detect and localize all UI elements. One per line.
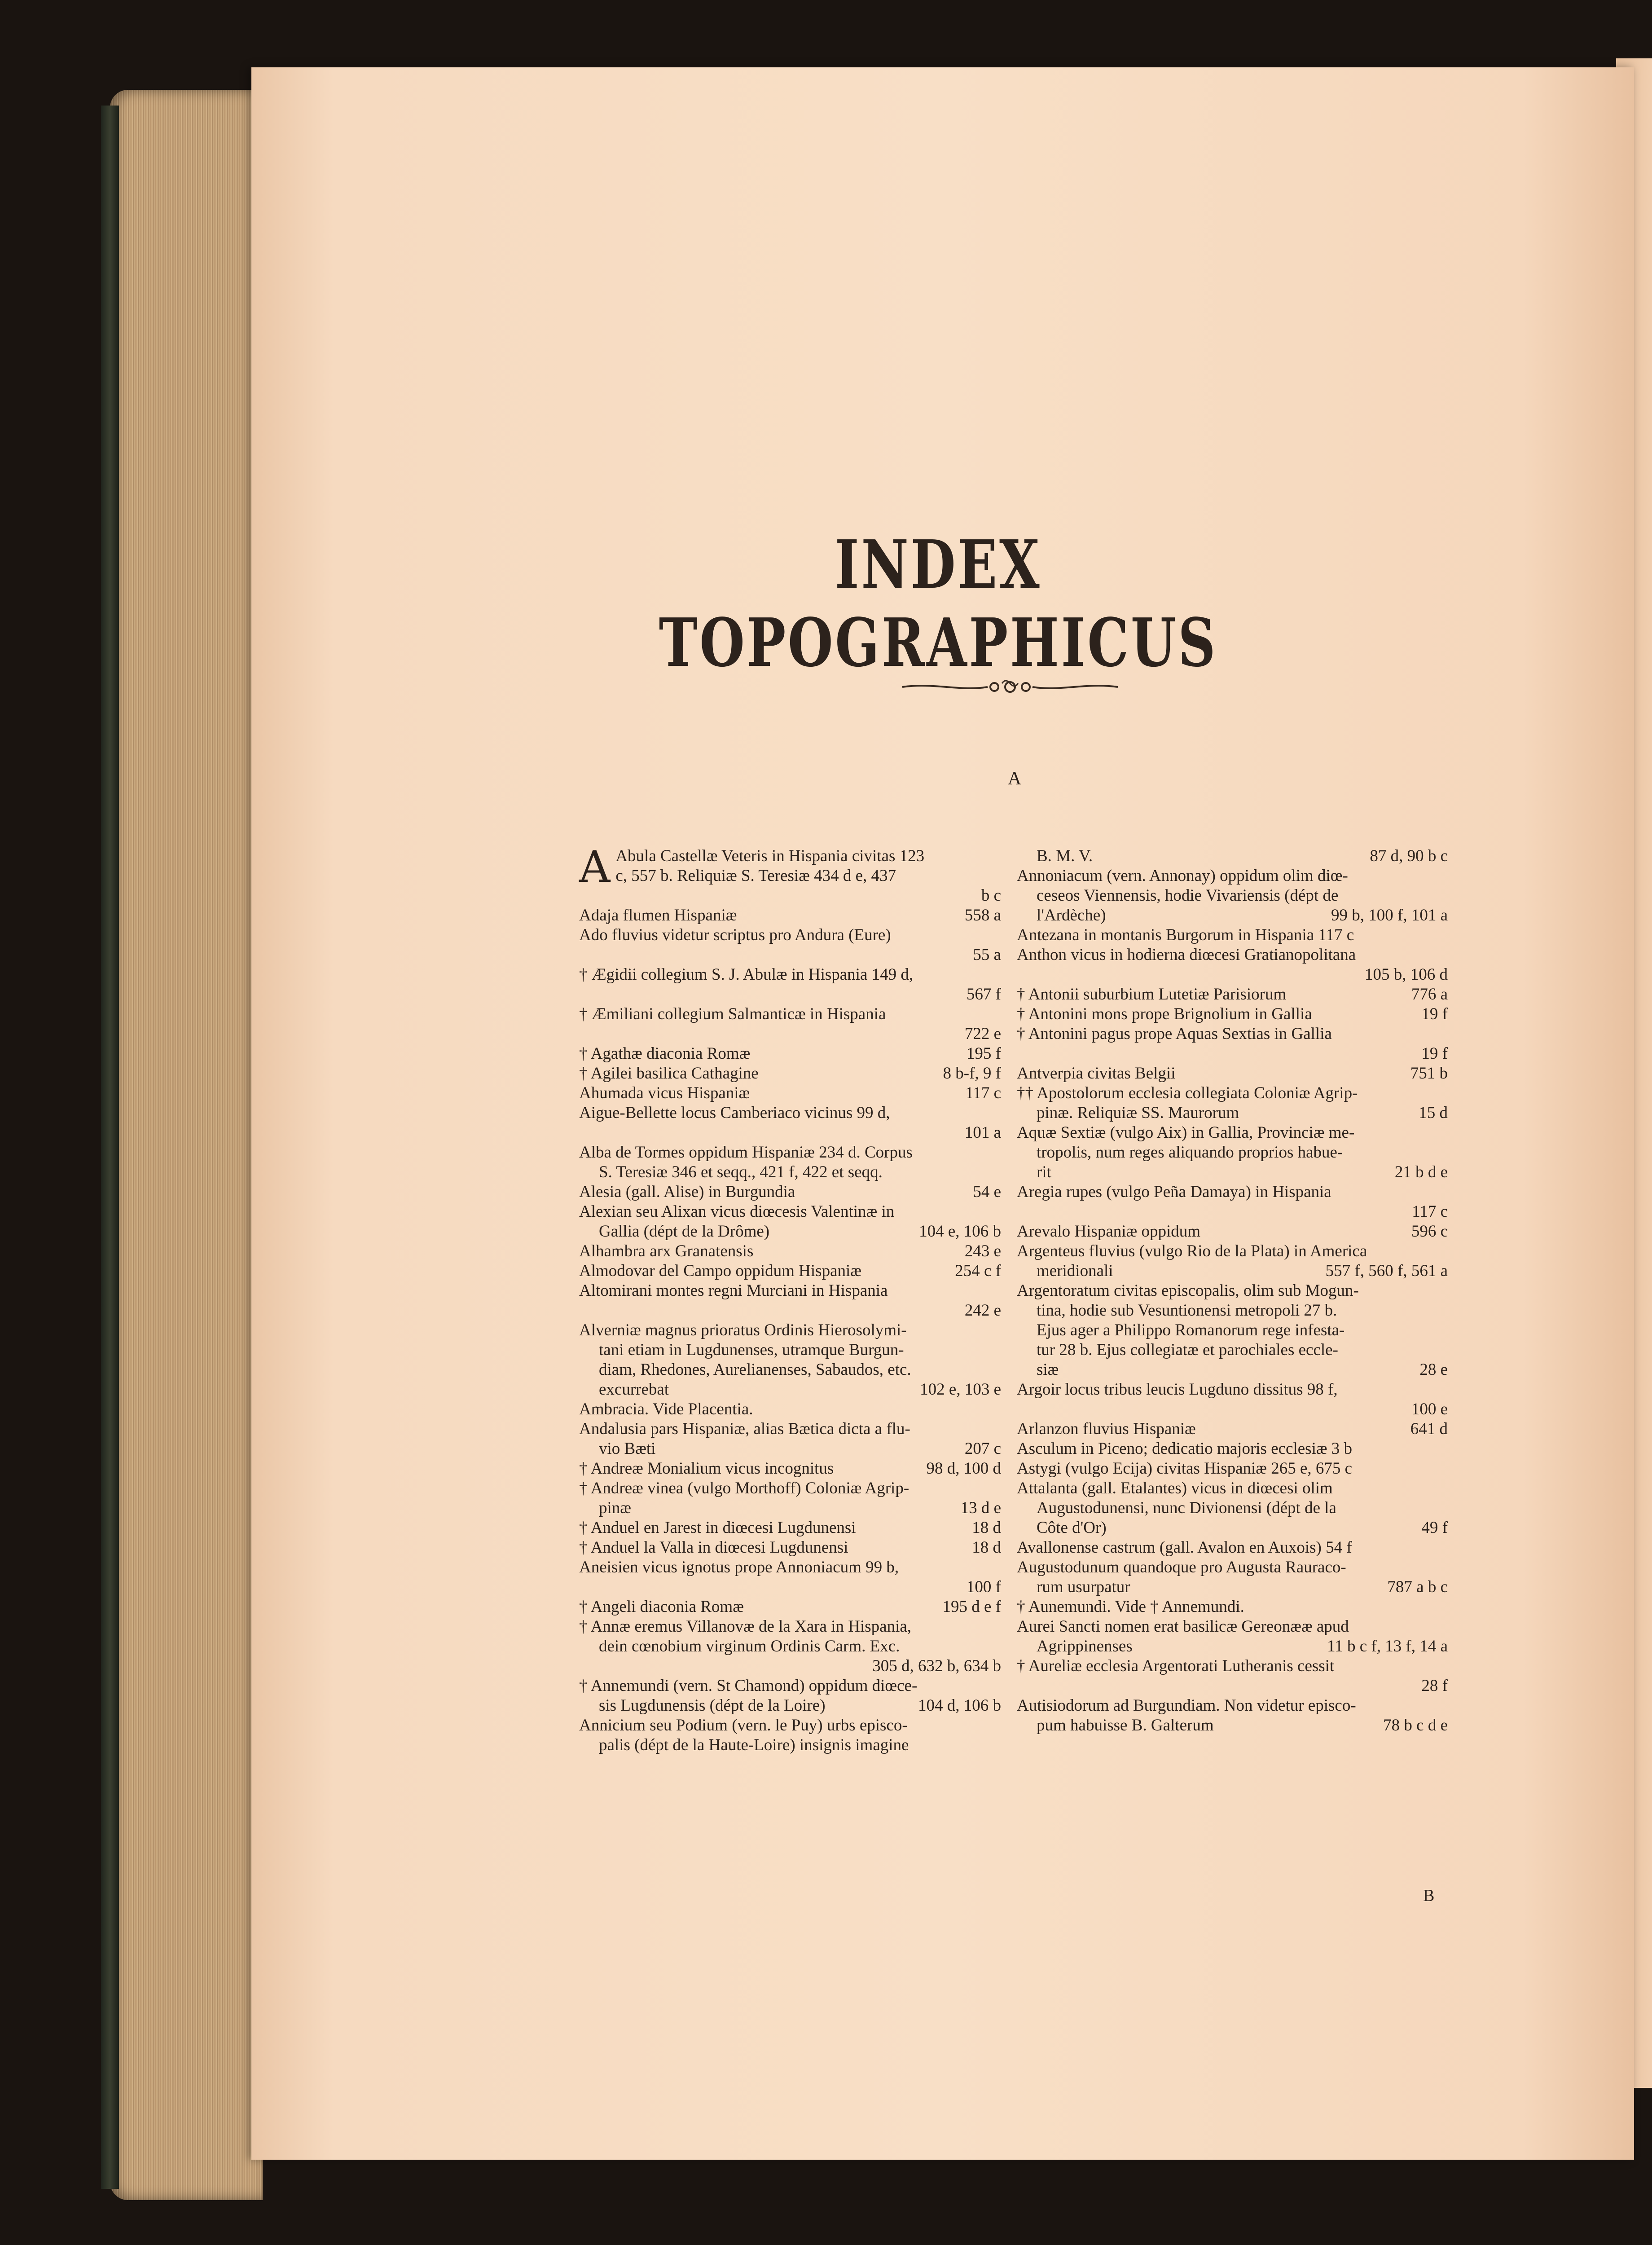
index-entry-text: Aigue-Bellette locus Camberiaco vicinus 99 d, (579, 1104, 890, 1122)
index-line (1017, 1143, 1448, 1162)
index-entry-reference: 19 f (1421, 1044, 1448, 1063)
index-line (579, 1498, 1001, 1518)
index-entry-text: Aurei Sancti nomen erat basilicæ Gereonææ apud (1017, 1617, 1349, 1636)
index-entry-text: Argentoratum civitas episcopalis, olim sub Mogun- (1017, 1281, 1359, 1300)
index-entry-reference: 104 d, 106 b (918, 1696, 1001, 1715)
index-line (1017, 1103, 1448, 1123)
index-entry-text: pinæ. Reliquiæ SS. Maurorum (1037, 1104, 1239, 1122)
index-entry-text: Altomirani montes regni Murciani in Hispania (579, 1281, 888, 1300)
index-entry-reference: 49 f (1421, 1519, 1448, 1537)
index-line (579, 1340, 1001, 1360)
index-entry-text: † Antonini mons prope Brignolium in Gallia (1017, 1005, 1312, 1023)
index-entry-text: † Aureliæ ecclesia Argentorati Lutheranis cessit (1017, 1657, 1335, 1675)
index-entry-reference: 557 f, 560 f, 561 a (1325, 1262, 1448, 1280)
index-entry-text: Annicium seu Podium (vern. le Puy) urbs episco- (579, 1716, 908, 1734)
index-entry-text: † Annæ eremus Villanovæ de la Xara in Hispania, (579, 1617, 912, 1636)
index-entry-reference: 100 e (1411, 1400, 1448, 1418)
index-line (579, 1083, 1001, 1103)
index-entry-text: Asculum in Piceno; dedicatio majoris ecclesiæ 3 b (1017, 1439, 1353, 1458)
index-entry-text: † Andreæ Monialium vicus incognitus (579, 1459, 834, 1478)
index-entry-text: meridionali (1037, 1262, 1113, 1280)
index-line (1017, 1577, 1448, 1597)
index-entry-text: Agrippinenses (1037, 1637, 1133, 1655)
index-entry-text: diam, Rhedones, Aurelianenses, Sabaudos, etc. (599, 1360, 911, 1379)
index-entry-reference: 117 c (1412, 1202, 1448, 1221)
index-line (1017, 1340, 1448, 1360)
index-entry-text: †† Apostolorum ecclesia collegiata Coloniæ Agrip- (1017, 1084, 1358, 1102)
index-line (579, 1558, 1001, 1577)
index-line (1017, 1004, 1448, 1024)
index-entry-reference: 21 b d e (1394, 1163, 1448, 1181)
index-line (579, 1716, 1001, 1735)
index-line (579, 1143, 1001, 1162)
index-line (1017, 1597, 1448, 1617)
index-line (1017, 846, 1448, 866)
index-entry-reference: 104 e, 106 b (919, 1222, 1001, 1241)
catchword: B (1423, 1886, 1435, 1905)
index-entry-reference: 100 f (966, 1578, 1001, 1596)
index-entry-text: Alverniæ magnus prioratus Ordinis Hierosolymi- (579, 1321, 907, 1339)
index-line (579, 1735, 1001, 1755)
index-line (1017, 1222, 1448, 1241)
dropcap: A (579, 842, 611, 892)
index-line (1017, 925, 1448, 945)
index-entry-reference: 751 b (1410, 1064, 1448, 1083)
index-entry-text: ceseos Viennensis, hodie Vivariensis (dépt de (1037, 886, 1339, 905)
index-entry-text: Aneisien vicus ignotus prope Annoniacum 99 b, (579, 1558, 899, 1576)
index-entry-reference: 8 b-f, 9 f (943, 1064, 1001, 1083)
index-line (579, 1123, 1001, 1143)
index-line (579, 1202, 1001, 1222)
index-line (1017, 1716, 1448, 1735)
index-line (579, 1637, 1001, 1656)
index-column-right (1017, 846, 1448, 1735)
index-entry-text: l'Ardèche) (1037, 906, 1106, 924)
index-entry-text: tur 28 b. Ejus collegiatæ et parochiales eccle- (1037, 1341, 1338, 1359)
index-entry-reference: 243 e (964, 1242, 1001, 1260)
index-entry-reference: 102 e, 103 e (920, 1380, 1001, 1399)
book-spine (101, 106, 119, 2189)
index-line (1017, 1479, 1448, 1498)
index-line (1017, 1281, 1448, 1301)
index-line (1017, 965, 1448, 985)
index-entry-reference: 11 b c f, 13 f, 14 a (1327, 1637, 1448, 1655)
index-entry-reference: 195 f (966, 1044, 1001, 1063)
index-line (579, 1676, 1001, 1696)
index-entry-text: Alba de Tormes oppidum Hispaniæ 234 d. Corpus (579, 1143, 913, 1162)
index-line (579, 866, 1001, 886)
index-line (579, 1360, 1001, 1380)
index-entry-text: rum usurpatur (1037, 1578, 1130, 1596)
index-entry-reference: 787 a b c (1387, 1578, 1448, 1596)
index-line (1017, 1558, 1448, 1577)
index-line (579, 1459, 1001, 1479)
index-entry-text: † Agilei basilica Cathagine (579, 1064, 759, 1083)
index-line (1017, 1261, 1448, 1281)
index-line (1017, 1518, 1448, 1538)
index-entry-reference: 722 e (964, 1025, 1001, 1043)
index-entry-text: Ado fluvius videtur scriptus pro Andura (Eure) (579, 926, 891, 944)
index-line (1017, 1498, 1448, 1518)
index-line (1017, 1400, 1448, 1419)
index-line (1017, 1459, 1448, 1479)
index-entry-text: † Antonini pagus prope Aquas Sextias in Gallia (1017, 1025, 1332, 1043)
index-entry-text: † Æmiliani collegium Salmanticæ in Hispania (579, 1005, 886, 1023)
index-entry-text: S. Teresiæ 346 et seqq., 421 f, 422 et seqq. (599, 1163, 883, 1181)
index-line (1017, 1301, 1448, 1321)
index-entry-text: † Anduel la Valla in diœcesi Lugdunensi (579, 1538, 848, 1557)
index-entry-text: Adaja flumen Hispaniæ (579, 906, 737, 924)
index-entry-reference: 117 c (965, 1084, 1001, 1102)
index-line (579, 1004, 1001, 1024)
index-line (579, 1479, 1001, 1498)
index-line (579, 1400, 1001, 1419)
index-line (1017, 1656, 1448, 1676)
index-entry-text: rit (1037, 1163, 1051, 1181)
index-entry-text: Anthon vicus in hodierna diœcesi Gratianopolitana (1017, 946, 1356, 964)
index-line (1017, 1162, 1448, 1182)
index-line (579, 1696, 1001, 1716)
index-entry-text: † Anduel en Jarest in diœcesi Lugdunensi (579, 1519, 856, 1537)
index-entry-reference: 105 b, 106 d (1365, 965, 1448, 984)
index-line (579, 1577, 1001, 1597)
index-line (1017, 1538, 1448, 1558)
index-line (579, 1419, 1001, 1439)
index-entry-text: Astygi (vulgo Ecija) civitas Hispaniæ 265 e, 675 c (1017, 1459, 1353, 1478)
index-line (1017, 1083, 1448, 1103)
index-line (1017, 886, 1448, 906)
index-entry-reference: 567 f (966, 985, 1001, 1004)
index-entry-reference: 78 b c d e (1383, 1716, 1448, 1734)
index-entry-text: Augustodunum quandoque pro Augusta Rauraco- (1017, 1558, 1346, 1576)
index-entry-text: Antezana in montanis Burgorum in Hispania 117 c (1017, 926, 1354, 944)
index-line (1017, 1024, 1448, 1044)
index-entry-text: B. M. V. (1037, 847, 1093, 865)
index-line (579, 1380, 1001, 1400)
index-entry-text: Argenteus fluvius (vulgo Rio de la Plata) in America (1017, 1242, 1367, 1260)
index-line (1017, 1617, 1448, 1637)
index-entry-text: pum habuisse B. Galterum (1037, 1716, 1214, 1734)
index-line (579, 906, 1001, 925)
index-entry-text: palis (dépt de la Haute-Loire) insignis imagine (599, 1736, 909, 1754)
index-entry-reference: b c (981, 886, 1001, 905)
index-entry-reference: 558 a (964, 906, 1001, 924)
index-entry-text: Antverpia civitas Belgii (1017, 1064, 1176, 1083)
index-entry-text: † Antonii suburbium Lutetiæ Parisiorum (1017, 985, 1287, 1004)
index-entry-reference: 101 a (964, 1123, 1001, 1142)
index-line (579, 1656, 1001, 1676)
index-entry-reference: 207 c (964, 1439, 1001, 1458)
index-line (1017, 1044, 1448, 1064)
index-line (579, 925, 1001, 945)
index-entry-reference: 28 f (1421, 1677, 1448, 1695)
section-letter: A (1007, 768, 1022, 789)
index-line (1017, 1182, 1448, 1202)
index-line (1017, 1123, 1448, 1143)
index-line (579, 1261, 1001, 1281)
index-line (579, 1064, 1001, 1083)
index-entry-text: excurrebat (599, 1380, 669, 1399)
index-entry-text: Autisiodorum ad Burgundiam. Non videtur episco- (1017, 1696, 1356, 1715)
index-line (1017, 1676, 1448, 1696)
index-line (579, 965, 1001, 985)
index-entry-text: Annoniacum (vern. Annonay) oppidum olim diœ- (1017, 867, 1348, 885)
index-entry-reference: 195 d e f (942, 1598, 1001, 1616)
index-line (1017, 1321, 1448, 1340)
index-entry-text: Ahumada vicus Hispaniæ (579, 1084, 750, 1102)
index-entry-reference: 54 e (973, 1183, 1001, 1201)
ornament-divider-icon (898, 674, 1122, 700)
index-line (579, 1024, 1001, 1044)
index-line (579, 1597, 1001, 1617)
index-entry-text: Argoir locus tribus leucis Lugduno dissitus 98 f, (1017, 1380, 1338, 1399)
index-entry-reference: 596 c (1411, 1222, 1448, 1241)
index-column-left (579, 842, 1001, 1755)
index-entry-text: Andalusia pars Hispaniæ, alias Bætica dicta a flu- (579, 1420, 910, 1438)
index-line (579, 1321, 1001, 1340)
index-entry-text: Avallonense castrum (gall. Avalon en Auxois) 54 f (1017, 1538, 1352, 1557)
index-entry-text: siæ (1037, 1360, 1059, 1379)
index-line (1017, 1439, 1448, 1459)
index-entry-reference: 19 f (1421, 1005, 1448, 1023)
index-line (579, 1538, 1001, 1558)
index-entry-reference: 641 d (1410, 1420, 1448, 1438)
index-line (1017, 1241, 1448, 1261)
index-entry-reference: 254 c f (955, 1262, 1001, 1280)
index-line (579, 1044, 1001, 1064)
index-line (579, 1617, 1001, 1637)
index-entry-text: dein cœnobium virginum Ordinis Carm. Exc. (599, 1637, 900, 1655)
index-entry-text: Augustodunensi, nunc Divionensi (dépt de la (1037, 1499, 1336, 1517)
index-line (579, 985, 1001, 1004)
index-line (579, 886, 1001, 906)
index-entry-text: Aregia rupes (vulgo Peña Damaya) in Hispania (1017, 1183, 1331, 1201)
index-line (579, 1439, 1001, 1459)
index-entry-reference: 18 d (972, 1538, 1001, 1557)
index-entry-text: † Andreæ vinea (vulgo Morthoff) Coloniæ Agrip- (579, 1479, 909, 1497)
index-entry-reference: 776 a (1411, 985, 1448, 1004)
index-line (579, 1281, 1001, 1301)
index-line (579, 1301, 1001, 1321)
index-entry-text: Côte d'Or) (1037, 1519, 1107, 1537)
index-line (579, 1241, 1001, 1261)
index-entry-reference: 55 a (973, 946, 1001, 964)
index-line (1017, 1064, 1448, 1083)
index-entry-text: tina, hodie sub Vesuntionensi metropoli 27 b. (1037, 1301, 1337, 1320)
index-line (1017, 1419, 1448, 1439)
index-line (1017, 1202, 1448, 1222)
index-entry-text: Attalanta (gall. Etalantes) vicus in diœcesi olim (1017, 1479, 1333, 1497)
index-entry-text: sis Lugdunensis (dépt de la Loire) (599, 1696, 826, 1715)
index-line (579, 1518, 1001, 1538)
index-entry-text: Ejus ager a Philippo Romanorum rege infesta- (1037, 1321, 1345, 1339)
index-line (1017, 1360, 1448, 1380)
index-entry-reference: 99 b, 100 f, 101 a (1331, 906, 1448, 924)
index-entry-text: tani etiam in Lugdunenses, utramque Burgun- (599, 1341, 904, 1359)
index-entry-text: † Angeli diaconia Romæ (579, 1598, 744, 1616)
index-entry-text: Alhambra arx Granatensis (579, 1242, 754, 1260)
index-line (579, 1162, 1001, 1182)
index-line (579, 945, 1001, 965)
index-entry-text: Ambracia. Vide Placentia. (579, 1400, 753, 1418)
index-entry-reference: 87 d, 90 b c (1370, 847, 1448, 865)
index-entry-text: tropolis, num reges aliquando proprios habue- (1037, 1143, 1343, 1162)
index-entry-text: Alesia (gall. Alise) in Burgundia (579, 1183, 795, 1201)
index-line (1017, 1380, 1448, 1400)
index-entry-text: c, 557 b. Reliquiæ S. Teresiæ 434 d e, 437 (615, 867, 896, 885)
index-line (1017, 1696, 1448, 1716)
index-entry-reference: 15 d (1419, 1104, 1448, 1122)
index-line (579, 1182, 1001, 1202)
index-entry-text: Alexian seu Alixan vicus diœcesis Valentinæ in (579, 1202, 895, 1221)
index-entry-reference: 98 d, 100 d (926, 1459, 1001, 1478)
index-entry-reference: 28 e (1419, 1360, 1448, 1379)
index-entry-text: Arevalo Hispaniæ oppidum (1017, 1222, 1201, 1241)
index-line (579, 1103, 1001, 1123)
book-page-edges (110, 90, 263, 2200)
index-entry-text: Almodovar del Campo oppidum Hispaniæ (579, 1262, 861, 1280)
index-entry-reference: 18 d (972, 1519, 1001, 1537)
index-entry-text: Arlanzon fluvius Hispaniæ (1017, 1420, 1196, 1438)
index-entry-text: † Agathæ diaconia Romæ (579, 1044, 751, 1063)
index-line (1017, 906, 1448, 925)
index-line (1017, 866, 1448, 886)
index-line (1017, 945, 1448, 965)
index-entry-text: Gallia (dépt de la Drôme) (599, 1222, 770, 1241)
index-entry-text: vio Bæti (599, 1439, 656, 1458)
index-entry-text: † Annemundi (vern. St Chamond) oppidum diœce- (579, 1677, 918, 1695)
index-entry-reference: 305 d, 632 b, 634 b (872, 1657, 1001, 1675)
index-entry-text: † Ægidii collegium S. J. Abulæ in Hispania 149 d, (579, 965, 914, 984)
index-entry-text: † Aunemundi. Vide † Annemundi. (1017, 1598, 1244, 1616)
index-line (1017, 1637, 1448, 1656)
index-entry-text: Abula Castellæ Veteris in Hispania civitas 123 (615, 847, 925, 865)
index-line (1017, 985, 1448, 1004)
page-title: INDEX TOPOGRAPHICUS (659, 525, 1218, 682)
index-entry-text: Aquæ Sextiæ (vulgo Aix) in Gallia, Provinciæ me- (1017, 1123, 1355, 1142)
index-entry-reference: 13 d e (960, 1499, 1001, 1517)
index-line (579, 1222, 1001, 1241)
index-entry-text: pinæ (599, 1499, 631, 1517)
index-entry-reference: 242 e (964, 1301, 1001, 1320)
